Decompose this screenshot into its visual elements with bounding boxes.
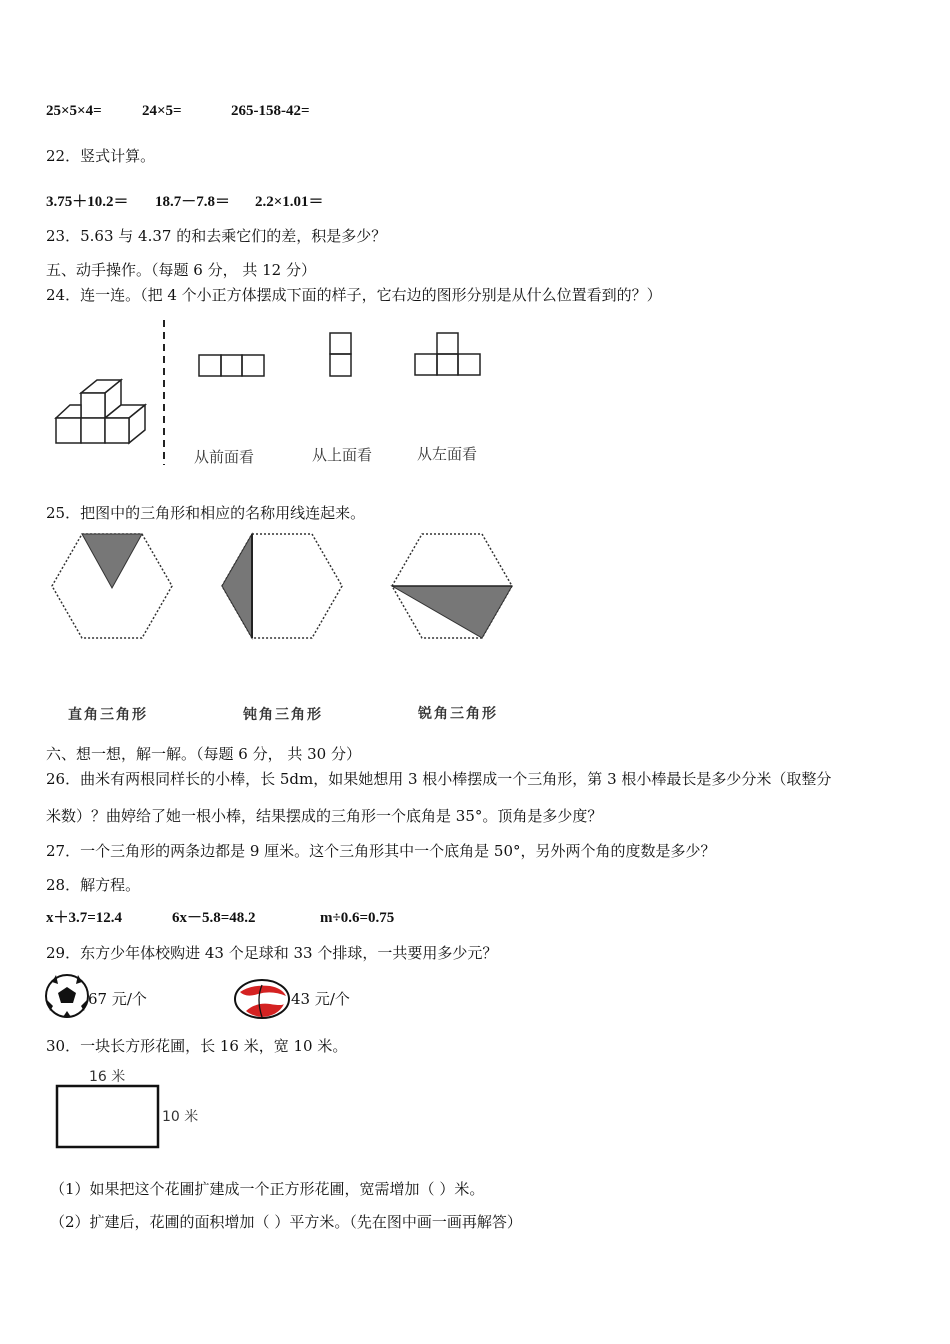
q30-sub2: （2）扩建后，花圃的面积增加（ ）平方米。（先在图中画一画再解答） xyxy=(50,1213,522,1231)
q28-title: 28．解方程。 xyxy=(46,876,141,894)
volleyball-price: 43 元/个 xyxy=(291,990,350,1008)
q26-line1: 26．曲米有两根同样长的小棒，长 5dm，如果她想用 3 根小棒摆成一个三角形，第 3 根小棒最长是多少分米（取整分 xyxy=(46,770,832,788)
q28-eq-2: 6x－5.8=48.2 xyxy=(172,910,256,926)
q21-expr-3: 265-158-42= xyxy=(231,103,310,119)
q29-text: 29．东方少年体校购进 43 个足球和 33 个排球，一共要用多少元？ xyxy=(46,944,498,962)
label-front-view: 从前面看 xyxy=(194,448,255,466)
q30-sub1: （1）如果把这个花圃扩建成一个正方形花圃，宽需增加（ ）米。 xyxy=(50,1180,485,1198)
section6-title: 六、想一想，解一解。（每题 6 分， 共 30 分） xyxy=(46,745,361,763)
football-price: 67 元/个 xyxy=(88,990,147,1008)
section5-title: 五、动手操作。（每题 6 分， 共 12 分） xyxy=(46,261,316,279)
label-acute-triangle: 锐角三角形 xyxy=(418,706,498,722)
length-label: 16 米 xyxy=(89,1069,126,1085)
q28-eq-1: x＋3.7=12.4 xyxy=(46,910,123,926)
q22-title: 22．竖式计算。 xyxy=(46,147,156,165)
label-left-view: 从左面看 xyxy=(417,445,478,463)
q28-eq-3: m÷0.6=0.75 xyxy=(320,910,395,926)
width-label: 10 米 xyxy=(162,1109,199,1125)
q22-expr-1: 3.75＋10.2＝ xyxy=(46,194,129,210)
q22-expr-3: 2.2×1.01＝ xyxy=(255,194,324,210)
label-top-view: 从上面看 xyxy=(312,446,373,464)
q25-text: 25．把图中的三角形和相应的名称用线连起来。 xyxy=(46,504,366,522)
q21-expr-1: 25×5×4= xyxy=(46,103,102,119)
label-right-triangle: 直角三角形 xyxy=(68,707,148,723)
label-obtuse-triangle: 钝角三角形 xyxy=(243,707,323,723)
garden-rectangle xyxy=(57,1086,158,1147)
q30-text: 30．一块长方形花圃，长 16 米，宽 10 米。 xyxy=(46,1037,348,1055)
q21-expr-2: 24×5= xyxy=(142,103,182,119)
q26-line2: 米数）？曲婷给了她一根小棒，结果摆成的三角形一个底角是 35°。顶角是多少度？ xyxy=(46,807,603,825)
q27-text: 27．一个三角形的两条边都是 9 厘米。这个三角形其中一个底角是 50°，另外两个角的度数是多少？ xyxy=(46,842,716,860)
q23-text: 23．5.63 与 4.37 的和去乘它们的差，积是多少？ xyxy=(46,227,387,245)
q22-expr-2: 18.7－7.8＝ xyxy=(155,194,231,210)
q24-text: 24．连一连。（把 4 个小正方体摆成下面的样子，它右边的图形分别是从什么位置看到的？） xyxy=(46,286,662,304)
